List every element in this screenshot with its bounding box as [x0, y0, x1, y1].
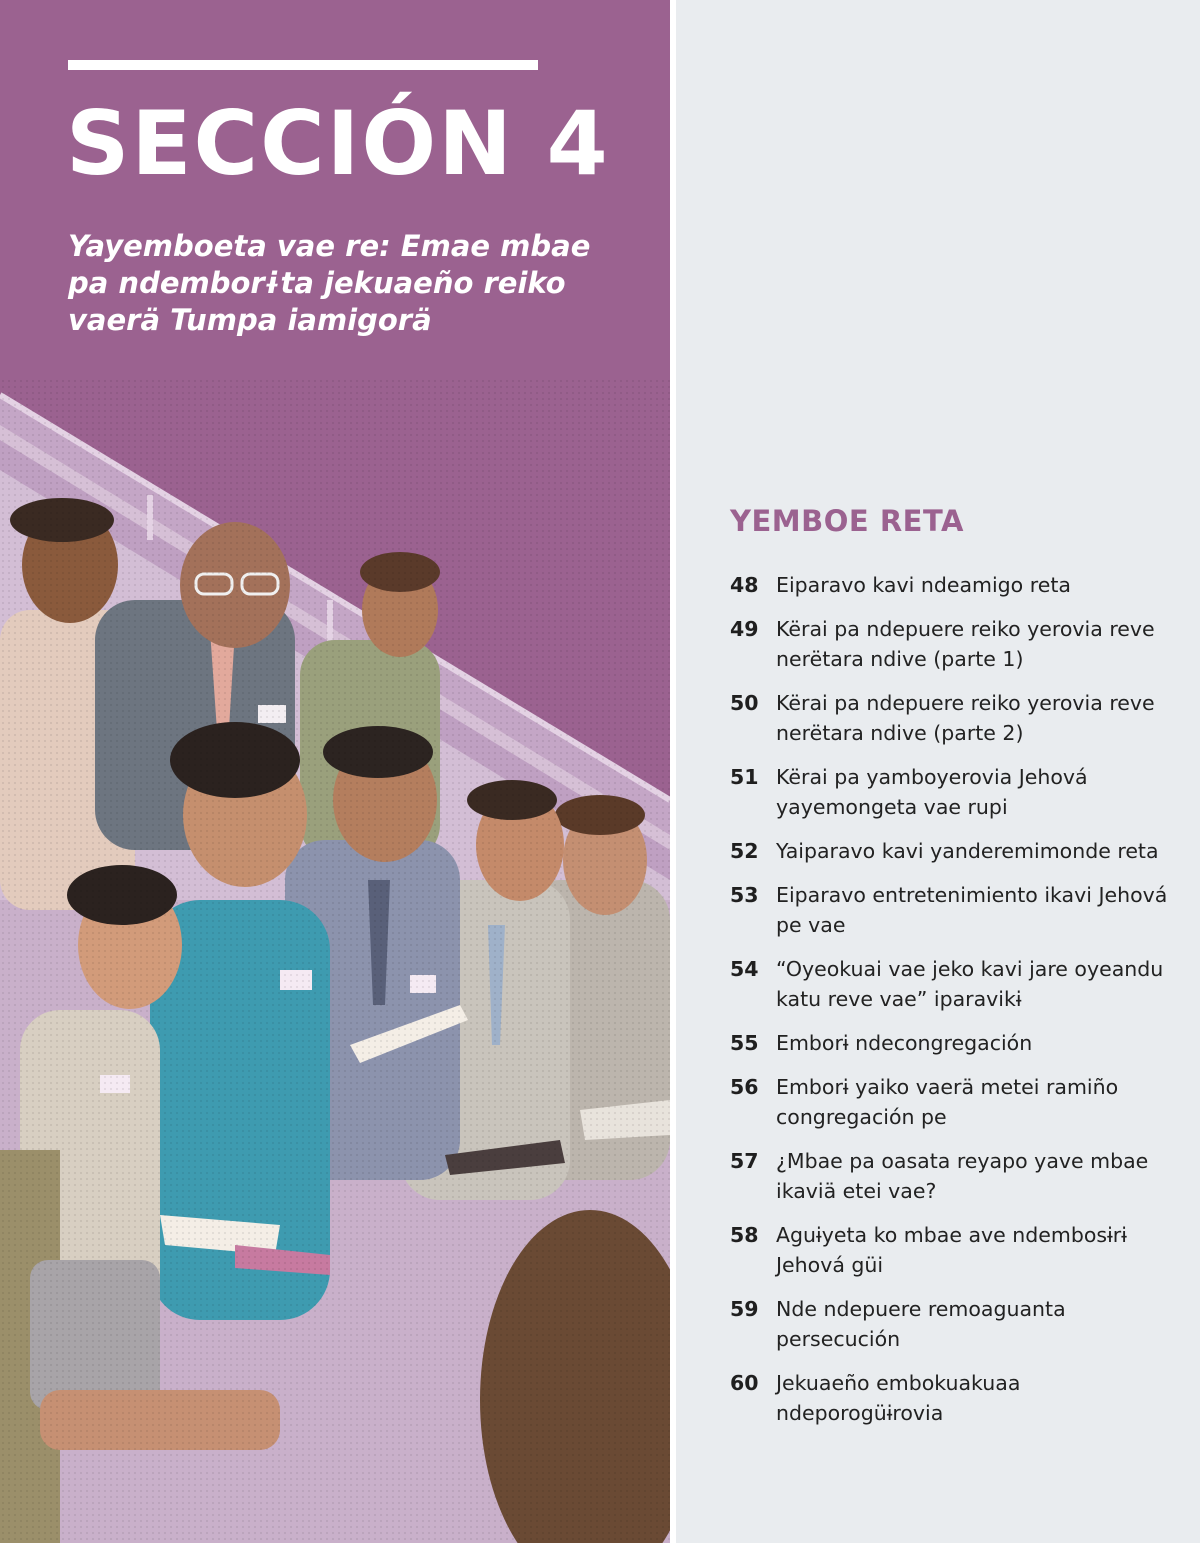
toc-item[interactable] [730, 1028, 1170, 1058]
congregation-illustration [0, 380, 670, 1543]
toc-item[interactable] [730, 570, 1170, 600]
toc-item[interactable] [730, 1220, 1170, 1280]
toc-item-title: Jekuaeño embokuakuaa ndeporogüɨrovia [776, 1371, 1021, 1425]
toc-item[interactable] [730, 1368, 1170, 1428]
toc-item-title: Emborɨ yaiko vaerä metei ramiño congregación pe [776, 1075, 1119, 1129]
toc-item[interactable] [730, 1072, 1170, 1132]
toc-item[interactable] [730, 880, 1170, 940]
toc-item-title: Kërai pa yamboyerovia Jehová yayemongeta vae rupi [776, 765, 1088, 819]
title-rule [68, 60, 538, 70]
toc-item-number: 60 [730, 1371, 759, 1395]
toc-item-number: 52 [730, 839, 759, 863]
toc-item-title: ¿Mbae pa oasata reyapo yave mbae ikaviä etei vae? [776, 1149, 1149, 1203]
toc-item-number: 58 [730, 1223, 759, 1247]
toc-item-number: 55 [730, 1031, 759, 1055]
toc-item-title: Aguɨyeta ko mbae ave ndembosɨrɨ Jehová güi [776, 1223, 1127, 1277]
toc-item-title: Yaiparavo kavi yanderemimonde reta [776, 839, 1159, 863]
toc-item-number: 51 [730, 765, 759, 789]
toc-item-title: Eiparavo kavi ndeamigo reta [776, 573, 1071, 597]
toc-heading: YEMBOE RETA [730, 504, 964, 538]
toc-item[interactable] [730, 1146, 1170, 1206]
section-title: SECCIÓN 4 [66, 92, 610, 195]
toc-list [730, 570, 1170, 1442]
toc-item[interactable] [730, 954, 1170, 1014]
toc-item-number: 59 [730, 1297, 759, 1321]
toc-item-title: Nde ndepuere remoaguanta persecución [776, 1297, 1066, 1351]
toc-item-title: Emborɨ ndecongregación [776, 1031, 1033, 1055]
toc-item-number: 57 [730, 1149, 759, 1173]
toc-item-title: Kërai pa ndepuere reiko yerovia reve nerëtara ndive (parte 2) [776, 691, 1155, 745]
toc-item-number: 49 [730, 617, 759, 641]
section-subtitle: Yayemboeta vae re: Emae mbae pa ndemborɨta jekuaeño reiko vaerä Tumpa iamigorä [68, 229, 591, 337]
toc-item[interactable] [730, 762, 1170, 822]
toc-item-title: Eiparavo entretenimiento ikavi Jehová pe vae [776, 883, 1168, 937]
toc-item[interactable] [730, 1294, 1170, 1354]
toc-item[interactable] [730, 614, 1170, 674]
toc-item-number: 54 [730, 957, 759, 981]
toc-item-number: 53 [730, 883, 759, 907]
toc-item-title: “Oyeokuai vae jeko kavi jare oyeandu katu reve vae” iparavikɨ [776, 957, 1164, 1011]
toc-item-number: 50 [730, 691, 759, 715]
toc-item-title: Kërai pa ndepuere reiko yerovia reve nerëtara ndive (parte 1) [776, 617, 1155, 671]
toc-item[interactable] [730, 836, 1170, 866]
toc-item[interactable] [730, 688, 1170, 748]
toc-item-number: 56 [730, 1075, 759, 1099]
toc-item-number: 48 [730, 573, 759, 597]
